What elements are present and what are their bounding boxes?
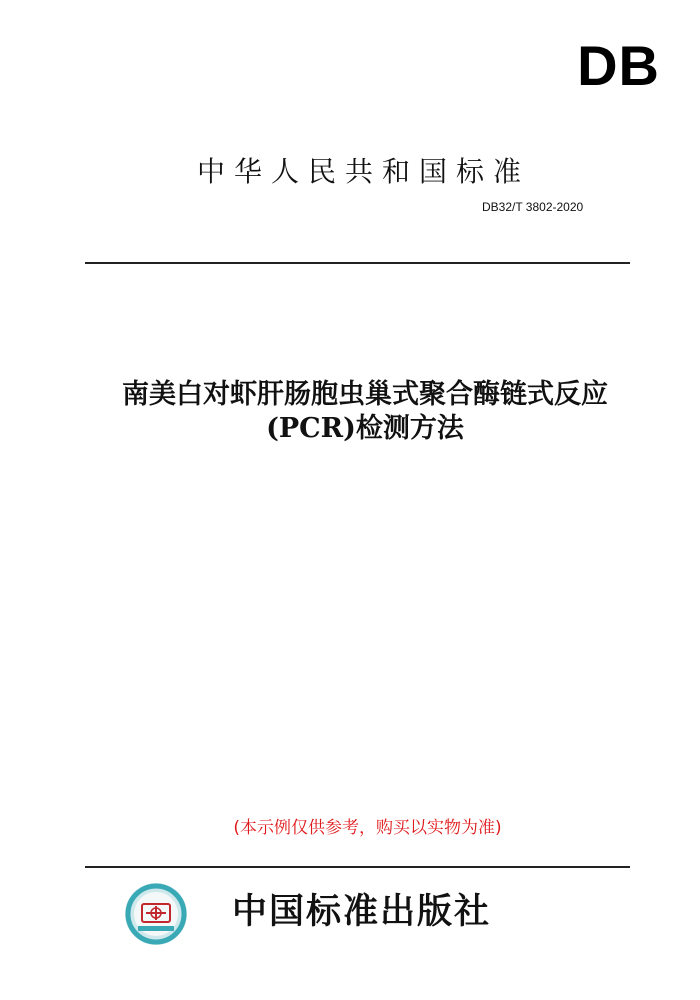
top-divider [85,262,630,264]
title-line-1: 南美白对虾肝肠胞虫巢式聚合酶链式反应 [122,379,608,410]
publisher-seal-icon [124,882,188,946]
bottom-divider [85,866,630,868]
title-line-2: (PCR)检测方法 [266,413,464,444]
document-title [0,378,700,446]
standard-code: DB32/T 3802-2020 [482,200,584,214]
publisher-name: 中国标准出版社 [232,891,492,932]
sample-notice: (本示例仅供参考，购买以实物为准) [233,818,502,838]
db-mark: DB [577,34,660,97]
country-standard-heading: 中华人民共和国标准 [197,155,531,188]
